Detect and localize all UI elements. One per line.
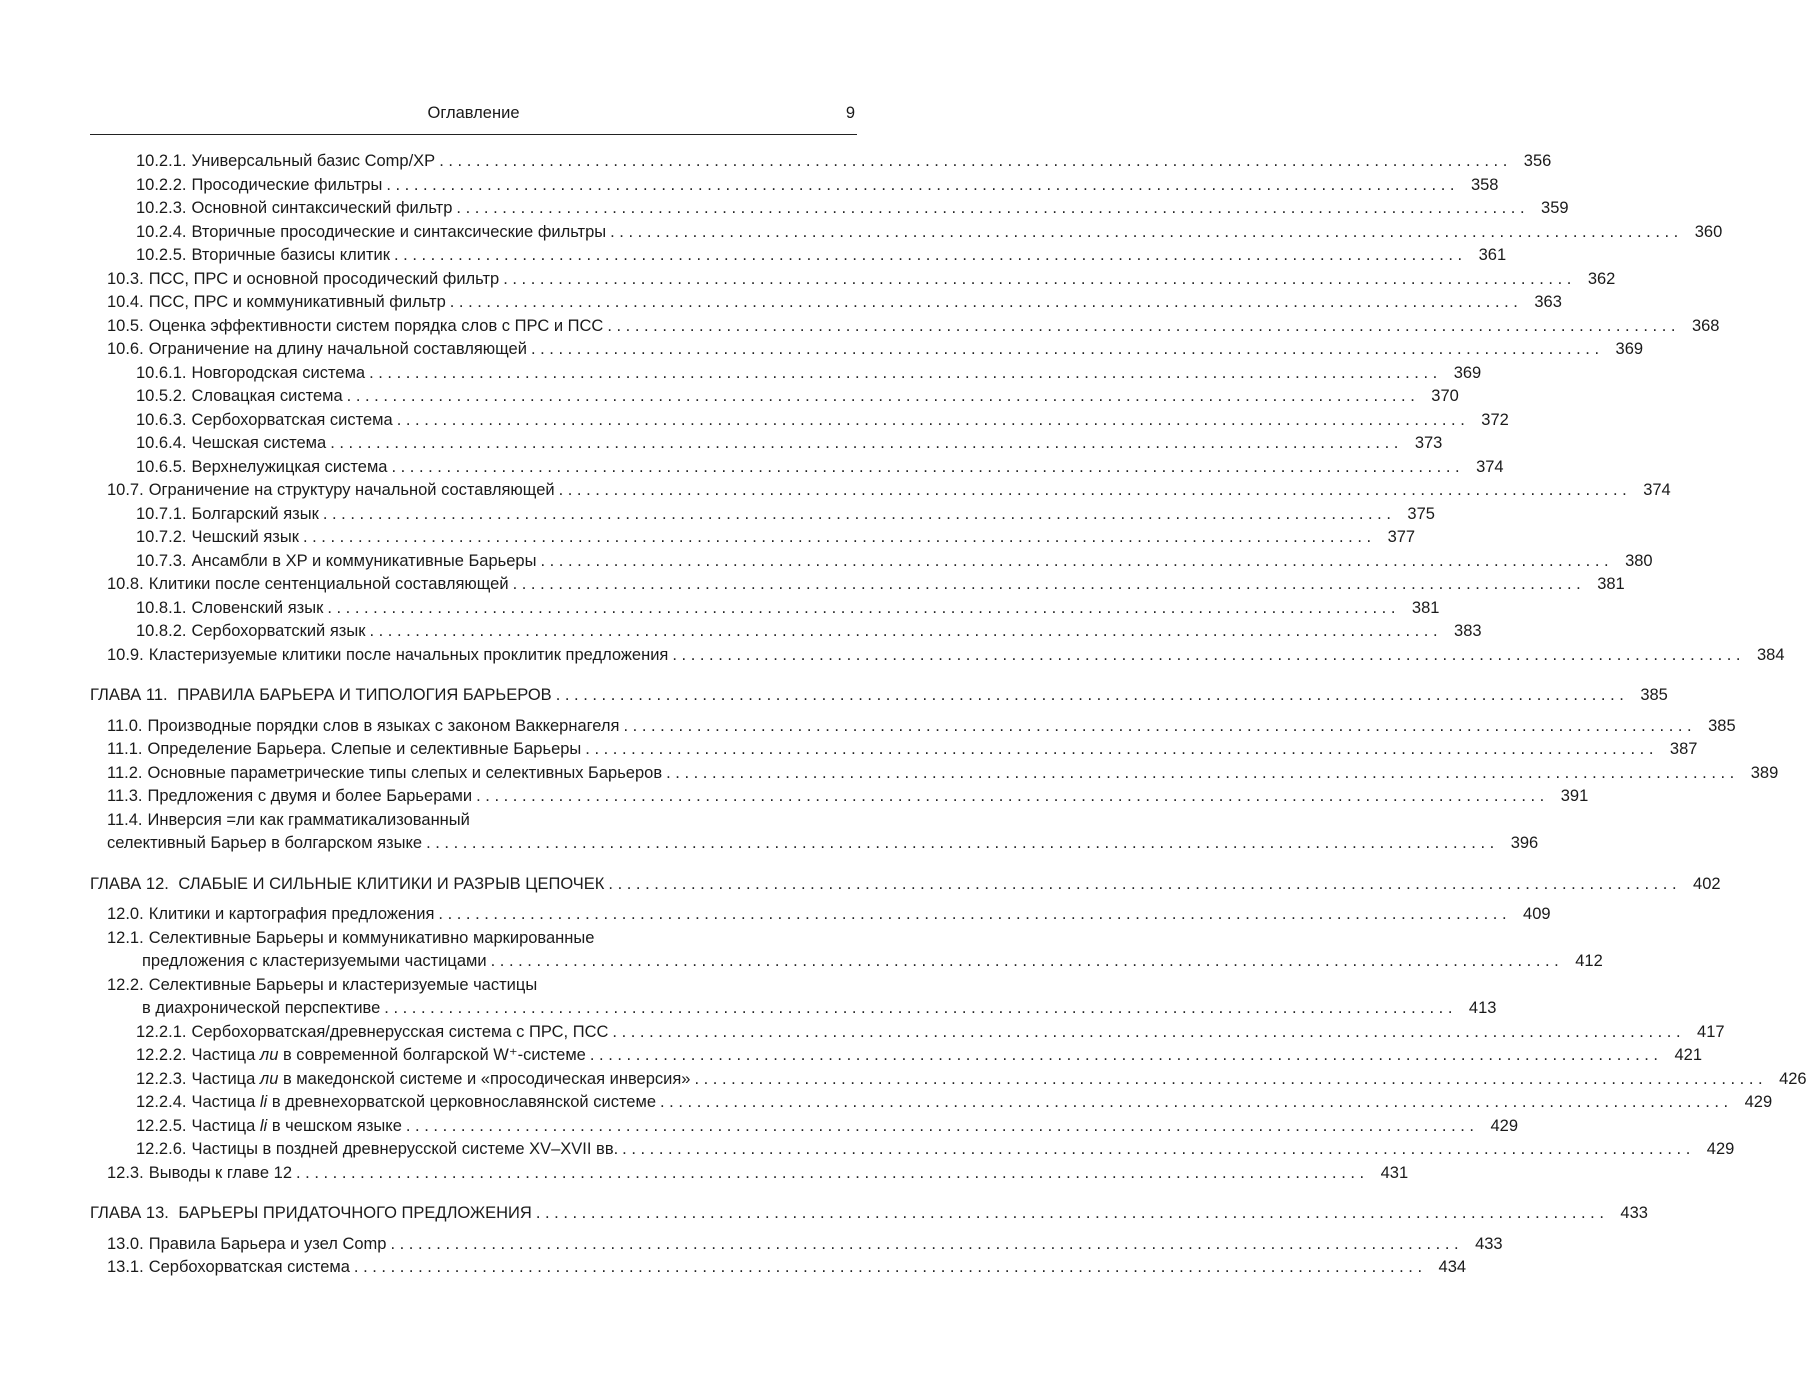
toc-entry-title: ПСС, ПРС и основной просодический фильтр bbox=[148, 269, 500, 288]
toc-entry-title-italic: ли bbox=[259, 1069, 279, 1088]
toc-chapter[interactable] bbox=[90, 1202, 1648, 1226]
dot-leader bbox=[330, 432, 1398, 456]
dot-leader bbox=[369, 362, 1437, 386]
toc-entry-page: 369 bbox=[1615, 340, 1644, 358]
toc-entry-number: 10.7. bbox=[107, 481, 144, 499]
toc-entry-page: 360 bbox=[1694, 222, 1723, 241]
dot-leader bbox=[456, 197, 1524, 221]
toc-chapter-page: 385 bbox=[1640, 686, 1668, 704]
toc-entry[interactable] bbox=[90, 268, 1616, 292]
toc-chapter-number: ГЛАВА 12. bbox=[90, 874, 169, 893]
toc-entry-number: 10.2.3. bbox=[136, 199, 187, 217]
toc-entry-title: в диахронической перспективе bbox=[142, 999, 381, 1017]
toc-entry-number: 13.0. bbox=[107, 1234, 144, 1253]
dot-leader bbox=[347, 385, 1415, 409]
toc-entry[interactable] bbox=[90, 1021, 1725, 1045]
toc-entry-page: 375 bbox=[1407, 504, 1435, 523]
toc-entry-title: Чешская система bbox=[191, 434, 327, 452]
toc-chapter-number: ГЛАВА 11. bbox=[90, 686, 168, 704]
dot-leader bbox=[623, 715, 1691, 739]
toc-entry-number: 12.2.3. bbox=[136, 1069, 187, 1088]
toc-entry-title: Кластеризуемые клитики после начальных проклитик предложения bbox=[148, 645, 669, 664]
dot-leader bbox=[612, 1021, 1680, 1045]
toc-entry-title: Вторичные базисы клитик bbox=[191, 246, 390, 264]
toc-entry-title-start: Частица bbox=[191, 1046, 260, 1064]
toc-entry[interactable] bbox=[90, 362, 1482, 386]
toc-entry-title: Предложения с двумя и более Барьерами bbox=[147, 787, 473, 805]
toc-entry[interactable] bbox=[90, 315, 1720, 339]
toc-entry-title: Правила Барьера и узел Comp bbox=[148, 1234, 387, 1253]
dot-leader bbox=[531, 338, 1599, 362]
toc-entry-number: 12.2.4. bbox=[136, 1093, 187, 1111]
toc-entry-title: Словенский язык bbox=[191, 598, 324, 617]
toc-entry-title: Селективные Барьеры и кластеризуемые частицы bbox=[148, 975, 538, 994]
toc-entry-page: 356 bbox=[1523, 152, 1552, 170]
toc-entry-page: 389 bbox=[1750, 763, 1779, 782]
toc-entry-title: Основные параметрические типы слепых и селективных Барьеров bbox=[147, 763, 663, 782]
toc-entry-title: Вторичные просодические и синтаксические фильтры bbox=[191, 222, 607, 241]
toc-entry-number: 10.4. bbox=[107, 293, 144, 311]
toc-entry-title-start: Частица bbox=[191, 1093, 260, 1111]
toc-entry[interactable] bbox=[90, 573, 1625, 597]
toc-entry-title-italic: li bbox=[259, 1116, 268, 1135]
toc-entry-page: 370 bbox=[1431, 387, 1459, 405]
toc-entry[interactable] bbox=[90, 644, 1785, 668]
toc-entry-continuation[interactable] bbox=[90, 997, 1497, 1021]
toc-entry-title: Основной синтаксический фильтр bbox=[191, 199, 453, 217]
dot-leader bbox=[394, 244, 1462, 268]
toc-entry-continuation[interactable] bbox=[90, 950, 1603, 974]
toc-entry-title: ПСС, ПРС и коммуникативный фильтр bbox=[148, 293, 446, 311]
toc-entry-number: 12.3. bbox=[107, 1163, 144, 1182]
toc-entry-title: Словацкая система bbox=[191, 387, 343, 405]
toc-entry[interactable] bbox=[90, 1233, 1503, 1257]
toc-entry-page: 417 bbox=[1697, 1022, 1725, 1041]
dot-leader bbox=[354, 1256, 1422, 1280]
toc-entry-number: 10.6. bbox=[107, 340, 144, 358]
toc-chapter-title: ПРАВИЛА БАРЬЕРА И ТИПОЛОГИЯ БАРЬЕРОВ bbox=[177, 686, 552, 704]
toc-entry-title: Производные порядки слов в языках с законом Ваккернагеля bbox=[147, 716, 620, 735]
dot-leader bbox=[536, 1202, 1604, 1226]
toc-entry-page: 381 bbox=[1411, 598, 1440, 617]
toc-entry-number: 11.2. bbox=[107, 763, 143, 782]
toc-entry-title: Сербохорватский язык bbox=[191, 622, 366, 640]
toc-entry-page: 385 bbox=[1708, 716, 1736, 735]
toc-entry-number: 11.1. bbox=[107, 740, 143, 758]
toc-entry-page: 377 bbox=[1387, 528, 1416, 546]
toc-entry-number: 12.2.6. bbox=[136, 1140, 187, 1158]
toc-entry-title: Новгородская система bbox=[191, 363, 366, 382]
toc-entry-number: 10.7.2. bbox=[136, 528, 187, 546]
page-number: 9 bbox=[845, 104, 855, 122]
toc-entry-title-start: Частица bbox=[191, 1116, 260, 1135]
toc-entry-title-end: в древнехорватской церковнославянской системе bbox=[267, 1093, 657, 1111]
toc-entry-title: Ограничение на структуру начальной составляющей bbox=[148, 481, 555, 499]
toc-entry-title-start: Частица bbox=[191, 1069, 260, 1088]
page-title: Оглавление bbox=[427, 104, 520, 122]
dot-leader bbox=[476, 785, 1544, 809]
dot-leader bbox=[391, 456, 1459, 480]
toc-entry[interactable] bbox=[90, 150, 1552, 174]
toc-entry-page: 391 bbox=[1560, 787, 1589, 805]
toc-entry-title: Сербохорватская система bbox=[148, 1258, 350, 1276]
dot-leader bbox=[296, 1162, 1364, 1186]
toc-entry-page: 387 bbox=[1669, 740, 1698, 758]
toc-entry-title: Клитики и картография предложения bbox=[148, 905, 435, 923]
toc-entry-number: 10.8.1. bbox=[136, 598, 187, 617]
toc-entry-number: 10.6.5. bbox=[136, 457, 187, 476]
dot-leader bbox=[590, 1044, 1658, 1068]
toc-entry-page: 374 bbox=[1476, 457, 1504, 476]
toc-entry-number: 10.8. bbox=[107, 575, 144, 593]
toc-entry-title: Определение Барьера. Слепые и селективные Барьеры bbox=[147, 740, 582, 758]
toc-entry[interactable] bbox=[90, 1138, 1735, 1162]
toc-entry-number: 12.2.1. bbox=[136, 1022, 187, 1041]
dot-leader bbox=[513, 573, 1581, 597]
toc-entry-title: Универсальный базис Comp/XP bbox=[191, 152, 436, 170]
toc-entry-title: предложения с кластеризуемыми частицами bbox=[142, 952, 487, 970]
toc-entry[interactable] bbox=[90, 1256, 1467, 1280]
toc-entry-number: 10.2.1. bbox=[136, 152, 187, 170]
dot-leader bbox=[503, 268, 1571, 292]
toc-chapter-number: ГЛАВА 13. bbox=[90, 1204, 169, 1222]
toc-entry[interactable] bbox=[90, 526, 1416, 550]
dot-leader bbox=[585, 738, 1653, 762]
toc-entry-page: 359 bbox=[1541, 199, 1569, 217]
dot-leader bbox=[390, 1233, 1458, 1257]
toc-chapter-page: 402 bbox=[1693, 874, 1721, 893]
toc-entry-page: 396 bbox=[1510, 834, 1539, 852]
toc-entry-page: 384 bbox=[1756, 645, 1785, 664]
toc-entry[interactable] bbox=[90, 903, 1551, 927]
toc-entry-page: 363 bbox=[1534, 293, 1562, 311]
toc-entry-page: 429 bbox=[1706, 1140, 1735, 1158]
toc-entry-number: 10.2.5. bbox=[136, 246, 187, 264]
dot-leader bbox=[369, 620, 1437, 644]
toc-chapter[interactable] bbox=[90, 684, 1668, 708]
dot-leader bbox=[672, 644, 1740, 668]
toc-entry-page: 433 bbox=[1475, 1234, 1503, 1253]
toc-entry-number: 12.1. bbox=[107, 928, 144, 947]
toc-entry-number: 10.8.2. bbox=[136, 622, 187, 640]
toc-entry-number: 11.3. bbox=[107, 787, 143, 805]
toc-entry-title: Ограничение на длину начальной составляющей bbox=[148, 340, 527, 358]
toc-entry-number: 10.5.2. bbox=[136, 387, 187, 405]
toc-entry[interactable] bbox=[90, 1044, 1702, 1068]
toc-entry[interactable] bbox=[90, 409, 1509, 433]
toc-entry[interactable] bbox=[90, 1115, 1519, 1139]
toc-entry-number: 12.0. bbox=[107, 905, 144, 923]
toc-entry[interactable] bbox=[90, 244, 1507, 268]
toc-entry-continuation[interactable] bbox=[90, 832, 1539, 856]
toc-entry-page: 358 bbox=[1470, 175, 1499, 194]
table-of-contents bbox=[90, 150, 1807, 1280]
toc-entry-number: 11.4. bbox=[107, 810, 143, 829]
dot-leader bbox=[666, 762, 1734, 786]
toc-entry-title: Сербохорватская/древнерусская система с ПРС, ПСС bbox=[191, 1022, 609, 1041]
toc-entry-title-italic: li bbox=[259, 1093, 268, 1111]
toc-entry-title-end: в современной болгарской W⁺-системе bbox=[278, 1046, 586, 1064]
toc-entry[interactable] bbox=[90, 738, 1698, 762]
toc-entry-title: Чешский язык bbox=[191, 528, 299, 546]
dot-leader bbox=[384, 997, 1452, 1021]
toc-entry[interactable] bbox=[90, 927, 854, 951]
toc-entry-page: 431 bbox=[1380, 1163, 1409, 1182]
toc-entry-page: 368 bbox=[1691, 316, 1720, 335]
toc-entry-page: 372 bbox=[1481, 410, 1509, 429]
toc-entry[interactable] bbox=[90, 1068, 1807, 1092]
dot-leader bbox=[556, 684, 1624, 708]
toc-entry[interactable] bbox=[90, 974, 854, 998]
dot-leader bbox=[303, 526, 1371, 550]
dot-leader bbox=[540, 550, 1608, 574]
toc-entry-number: 12.2.5. bbox=[136, 1116, 187, 1135]
toc-entry-number: 12.2.2. bbox=[136, 1046, 187, 1064]
toc-entry-number: 10.9. bbox=[107, 645, 144, 664]
toc-entry-page: 426 bbox=[1779, 1069, 1807, 1088]
toc-entry[interactable] bbox=[90, 762, 1779, 786]
toc-entry-title: Частицы в поздней древнерусской системе XV–XVII вв. bbox=[191, 1140, 619, 1158]
toc-entry[interactable] bbox=[90, 338, 1644, 362]
toc-entry-title-end: в чешском языке bbox=[267, 1116, 402, 1135]
toc-entry-number: 10.6.1. bbox=[136, 363, 187, 382]
toc-entry-number: 11.0. bbox=[107, 716, 143, 735]
dot-leader bbox=[426, 832, 1494, 856]
dot-leader bbox=[559, 479, 1627, 503]
toc-entry[interactable] bbox=[90, 809, 854, 833]
toc-entry-title: Болгарский язык bbox=[191, 504, 319, 523]
toc-entry[interactable] bbox=[90, 174, 1499, 198]
toc-entry-page: 380 bbox=[1625, 551, 1653, 570]
toc-entry[interactable] bbox=[90, 221, 1723, 245]
toc-entry[interactable] bbox=[90, 715, 1736, 739]
toc-entry-page: 369 bbox=[1453, 363, 1482, 382]
dot-leader bbox=[406, 1115, 1474, 1139]
toc-chapter-title: СЛАБЫЕ И СИЛЬНЫЕ КЛИТИКИ И РАЗРЫВ ЦЕПОЧЕК bbox=[178, 874, 605, 893]
toc-chapter[interactable] bbox=[90, 873, 1721, 897]
toc-entry-title-end: в македонской системе и «просодическая инверсия» bbox=[278, 1069, 691, 1088]
dot-leader bbox=[397, 409, 1465, 433]
toc-entry-title: Инверсия =ли как грамматикализованный bbox=[147, 810, 470, 829]
dot-leader bbox=[438, 903, 1506, 927]
toc-entry-title: Верхнелужицкая система bbox=[191, 457, 388, 476]
dot-leader bbox=[608, 873, 1676, 897]
dot-leader bbox=[660, 1091, 1728, 1115]
toc-entry[interactable] bbox=[90, 550, 1653, 574]
toc-entry[interactable] bbox=[90, 620, 1482, 644]
toc-entry-page: 429 bbox=[1744, 1093, 1773, 1111]
toc-entry-page: 373 bbox=[1414, 434, 1443, 452]
toc-entry-number: 10.2.2. bbox=[136, 175, 187, 194]
running-header bbox=[90, 100, 857, 135]
toc-entry-number: 10.7.1. bbox=[136, 504, 187, 523]
toc-chapter-page: 433 bbox=[1620, 1204, 1648, 1222]
toc-entry-page: 409 bbox=[1523, 905, 1551, 923]
toc-entry-number: 10.6.3. bbox=[136, 410, 187, 429]
dot-leader bbox=[386, 174, 1454, 198]
toc-entry-title: Просодические фильтры bbox=[191, 175, 383, 194]
dot-leader bbox=[439, 150, 1507, 174]
dot-leader bbox=[327, 597, 1395, 621]
toc-entry-page: 374 bbox=[1643, 481, 1671, 499]
toc-entry-page: 361 bbox=[1478, 246, 1507, 264]
toc-entry-number: 10.3. bbox=[107, 269, 144, 288]
toc-entry-page: 383 bbox=[1454, 622, 1482, 640]
toc-entry-page: 362 bbox=[1587, 269, 1616, 288]
toc-entry-title: Ансамбли в XP и коммуникативные Барьеры bbox=[191, 551, 537, 570]
toc-entry[interactable] bbox=[90, 1162, 1409, 1186]
dot-leader bbox=[622, 1138, 1690, 1162]
toc-entry-page: 381 bbox=[1597, 575, 1625, 593]
toc-entry[interactable] bbox=[90, 291, 1562, 315]
toc-entry-number: 10.2.4. bbox=[136, 222, 187, 241]
toc-entry-number: 10.6.4. bbox=[136, 434, 187, 452]
toc-chapter-title: БАРЬЕРЫ ПРИДАТОЧНОГО ПРЕДЛОЖЕНИЯ bbox=[178, 1204, 532, 1222]
toc-entry-page: 412 bbox=[1575, 952, 1603, 970]
toc-entry-title: селективный Барьер в болгарском языке bbox=[107, 834, 423, 852]
dot-leader bbox=[694, 1068, 1762, 1092]
toc-entry[interactable] bbox=[90, 456, 1504, 480]
dot-leader bbox=[607, 315, 1675, 339]
toc-entry-number: 12.2. bbox=[107, 975, 144, 994]
toc-entry-title: Выводы к главе 12 bbox=[148, 1163, 292, 1182]
toc-entry-title: Оценка эффективности систем порядка слов с ПРС и ПСС bbox=[148, 316, 604, 335]
toc-entry-page: 434 bbox=[1438, 1258, 1467, 1276]
toc-entry-page: 413 bbox=[1468, 999, 1497, 1017]
toc-entry-title-italic: ли bbox=[259, 1046, 279, 1064]
dot-leader bbox=[491, 950, 1559, 974]
toc-entry[interactable] bbox=[90, 479, 1671, 503]
toc-entry-number: 13.1. bbox=[107, 1258, 144, 1276]
dot-leader bbox=[323, 503, 1391, 527]
toc-entry[interactable] bbox=[90, 597, 1440, 621]
toc-entry-number: 10.7.3. bbox=[136, 551, 187, 570]
toc-entry-page: 429 bbox=[1490, 1116, 1519, 1135]
dot-leader bbox=[610, 221, 1678, 245]
toc-entry-title: Селективные Барьеры и коммуникативно маркированные bbox=[148, 928, 595, 947]
toc-entry[interactable] bbox=[90, 785, 1589, 809]
toc-entry-title: Сербохорватская система bbox=[191, 410, 393, 429]
toc-entry[interactable] bbox=[90, 432, 1443, 456]
dot-leader bbox=[450, 291, 1518, 315]
toc-entry[interactable] bbox=[90, 1091, 1773, 1115]
toc-entry-page: 421 bbox=[1674, 1046, 1702, 1064]
toc-entry-number: 10.5. bbox=[107, 316, 144, 335]
toc-entry[interactable] bbox=[90, 503, 1435, 527]
toc-entry[interactable] bbox=[90, 197, 1569, 221]
toc-entry[interactable] bbox=[90, 385, 1459, 409]
toc-entry-title: Клитики после сентенциальной составляющей bbox=[148, 575, 509, 593]
